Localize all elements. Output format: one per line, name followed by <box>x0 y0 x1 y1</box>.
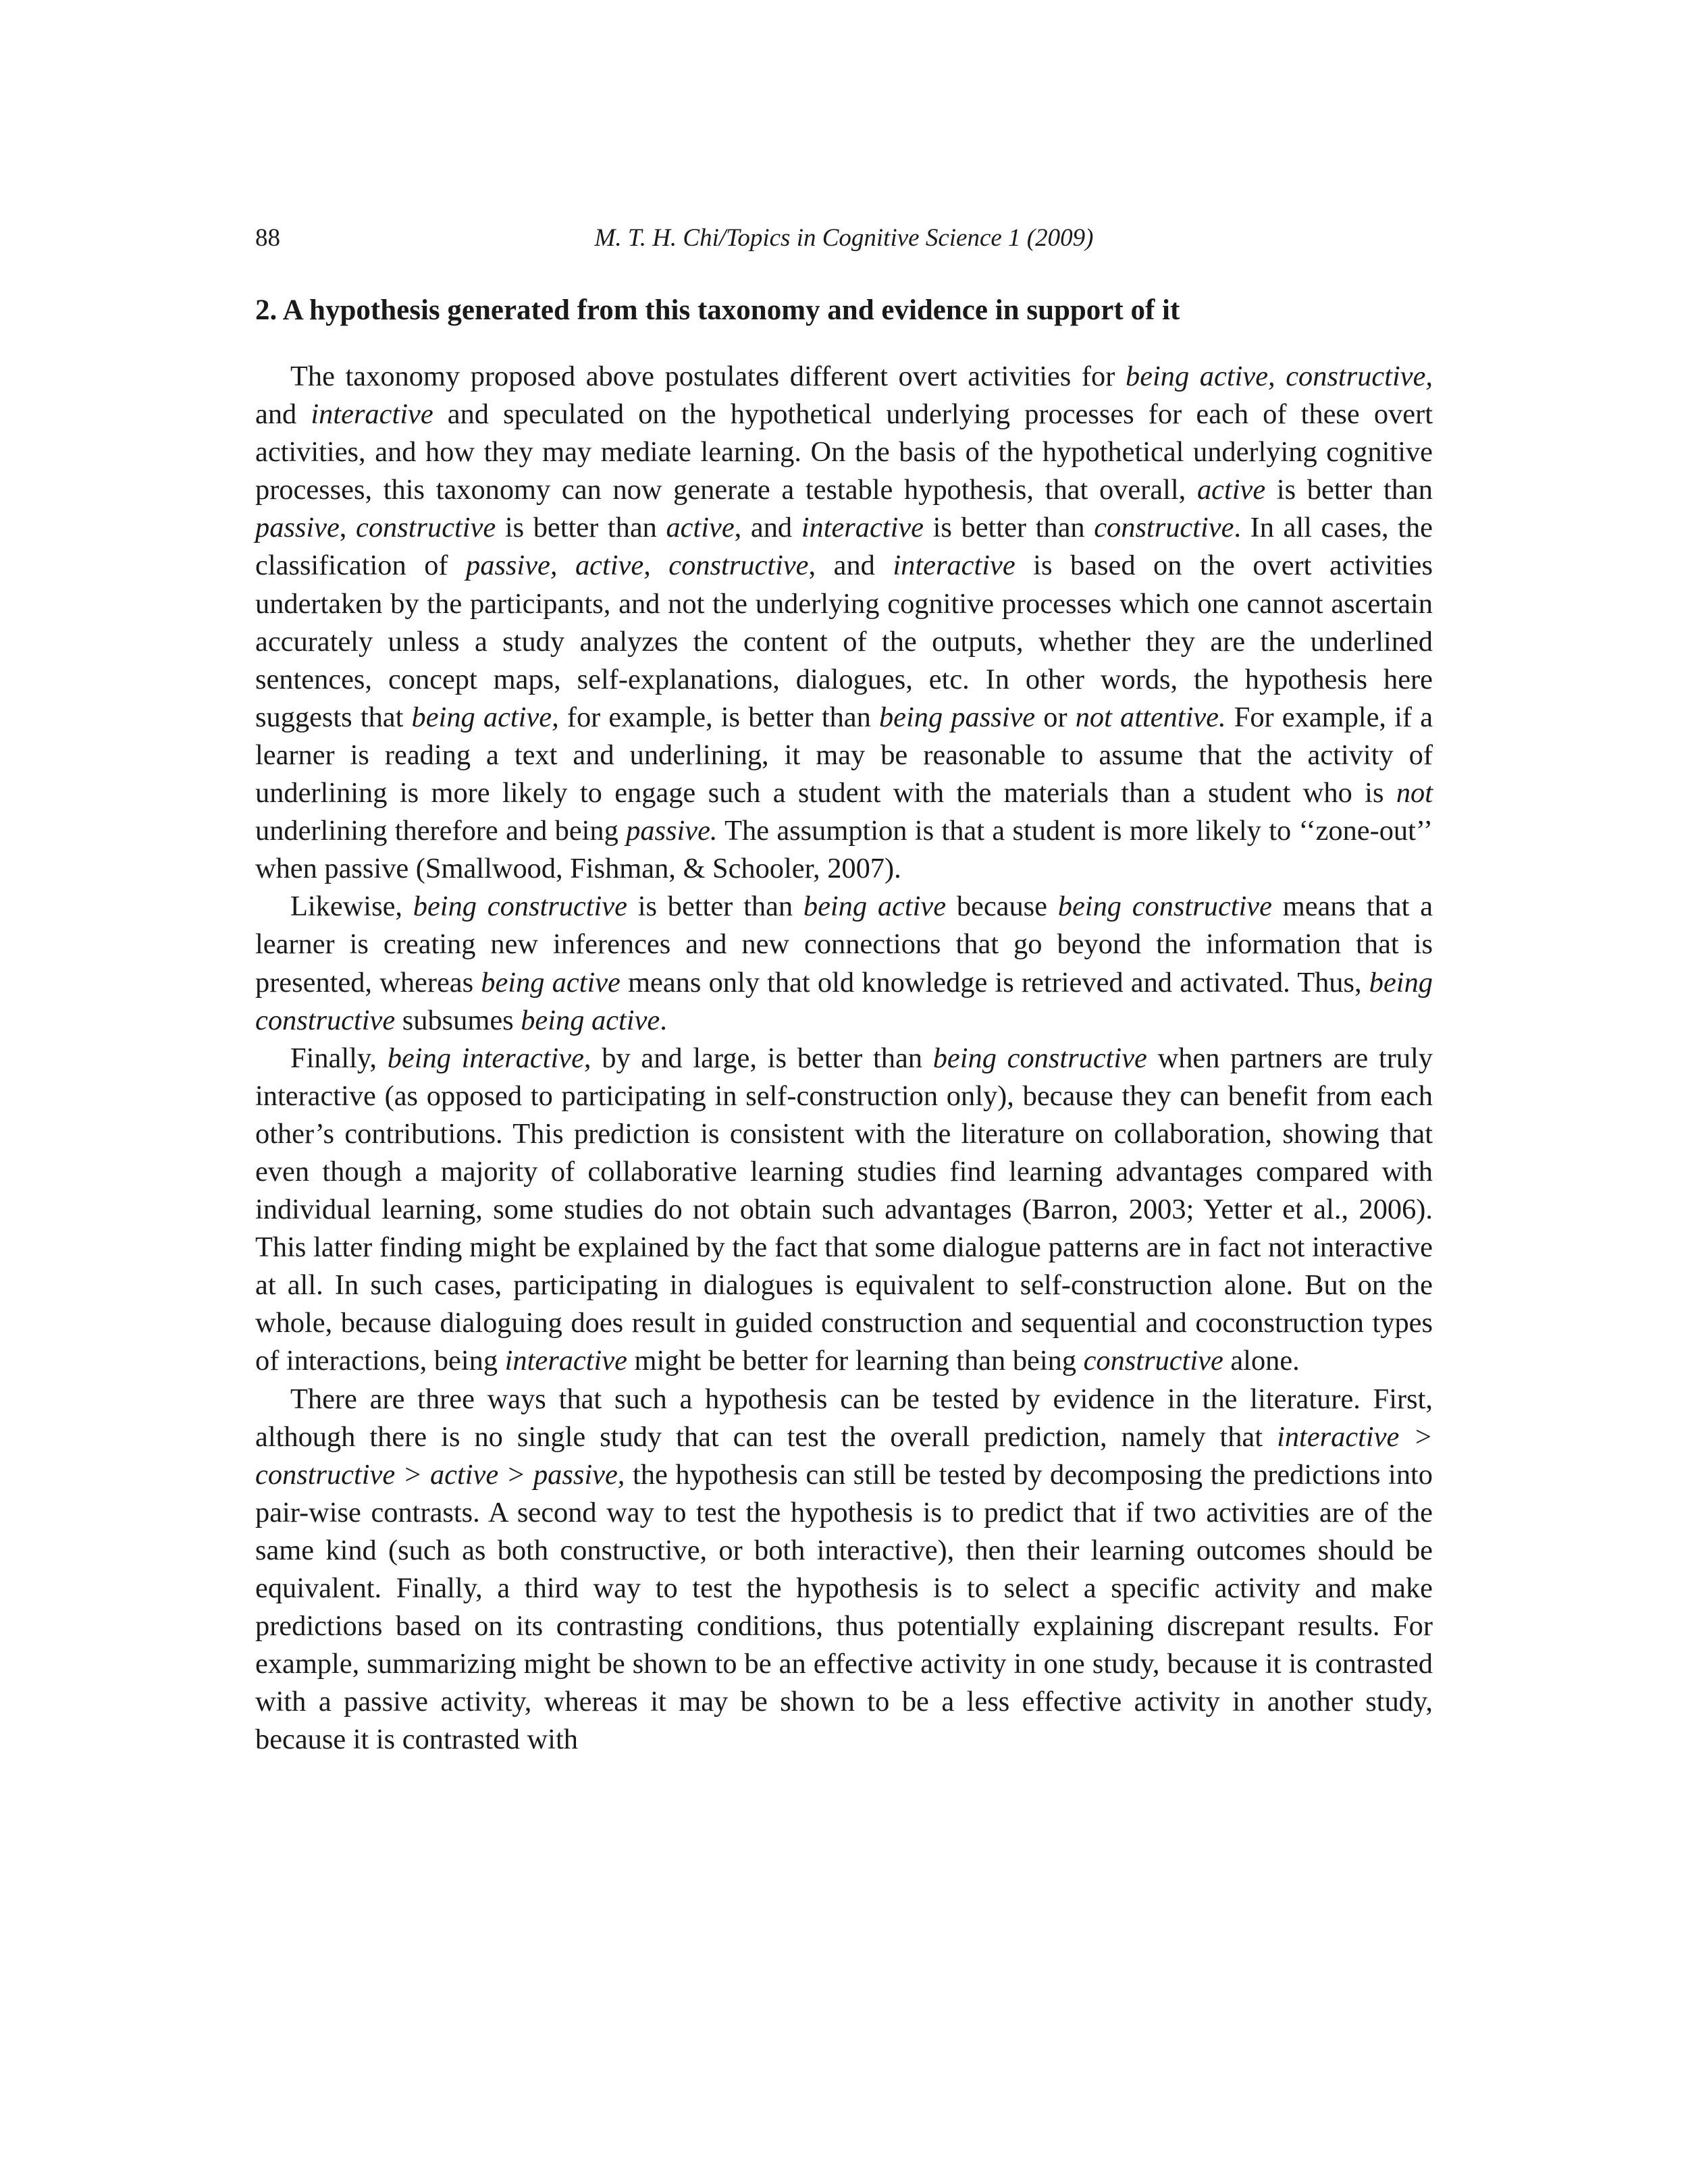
italic-text: passive <box>255 512 340 544</box>
text-run: is better than <box>923 512 1094 544</box>
text-run: . In all cases, the classification of <box>255 512 1433 582</box>
text-run: the hypothesis can still be tested by decomposing the predictions into pair-wise contrasts. A second way to test the hypothesis is to predict that if two activities are of the same kind (such as both constructive, or both interactive), then their learning outcomes should be equivalent. Finally, a third way to test the hypothesis is to select a specific activity and make predictions based on its contrasting conditions, thus potentially explaining discrepant results. For example, summarizing might be shown to be an effective activity in one study, because it is contrasted with a passive activity, whereas it may be shown to be a less effective activity in another study, because it is contrasted with <box>255 1458 1433 1756</box>
journal-header: M. T. H. Chi/Topics in Cognitive Science 1 (2009) <box>594 224 1094 252</box>
italic-text: constructive <box>356 512 496 544</box>
italic-text: interactive <box>311 398 433 431</box>
italic-text: being active <box>481 966 621 998</box>
text-run: , and <box>734 512 801 544</box>
italic-text: not attentive. <box>1075 701 1226 733</box>
text-run: There are three ways that such a hypothesis can be tested by evidence in the literature. First, although there is no single study that can test the overall prediction, namely that <box>255 1383 1433 1453</box>
italic-text: being constructive <box>255 966 1433 1036</box>
italic-text: not <box>1396 777 1433 809</box>
italic-text: active <box>666 512 735 544</box>
italic-text: passive, active, constructive <box>466 550 809 582</box>
text-run: might be better for learning than being <box>627 1345 1084 1377</box>
text-run: subsumes <box>395 1004 521 1036</box>
text-run: Likewise, <box>290 890 413 923</box>
text-run: means only that old knowledge is retrieved and activated. Thus, <box>620 966 1369 998</box>
body-text <box>255 358 1433 1759</box>
italic-text: constructive <box>1094 512 1234 544</box>
italic-text: being constructive <box>932 1042 1147 1074</box>
italic-text: being active <box>521 1004 660 1036</box>
text-run: Finally, <box>290 1042 388 1074</box>
text-run: , and <box>808 550 893 582</box>
text-run: is better than <box>627 890 803 923</box>
italic-text: being active, <box>411 701 559 733</box>
paragraph <box>255 1040 1433 1381</box>
text-run: . <box>660 1004 667 1036</box>
italic-text: interactive <box>504 1345 627 1377</box>
text-run: is based on the overt activities undertaken by the participants, and not the underlying cognitive processes which one cannot ascertain accurately unless a study analyzes the content of the outputs, whether they are the underlined sentences, concept maps, self-explanations, dialogues, etc. In other words, the hypothesis here suggests that <box>255 550 1433 733</box>
italic-text: being constructive <box>413 890 627 923</box>
text-run: underlining therefore and being <box>255 815 627 847</box>
paragraph <box>255 888 1433 1039</box>
italic-text: interactive > constructive > active > passive, <box>255 1420 1433 1491</box>
text-run: means that a learner is creating new inferences and new connections that go beyond the information that is presented, whereas <box>255 890 1433 998</box>
text-run: , <box>339 512 357 544</box>
italic-text: being active, constructive, <box>1126 361 1433 392</box>
text-run: , by and large, is better than <box>583 1042 933 1074</box>
text-run: and speculated on the hypothetical underlying processes for each of these overt activities, and how they may mediate learning. On the basis of the hypothetical underlying cognitive processes, this taxonomy can now generate a testable hypothesis, that overall, <box>255 398 1433 506</box>
text-run: The assumption is that a student is more likely to ‘‘zone-out’’ when passive (Smallwood, Fishman, & Schooler, 2007). <box>255 815 1433 885</box>
text-run: alone. <box>1223 1345 1300 1377</box>
text-run: is better than <box>496 512 666 544</box>
page-number: 88 <box>255 224 280 252</box>
text-run: and <box>255 398 311 431</box>
italic-text: being passive <box>878 701 1036 733</box>
italic-text: passive. <box>626 815 718 847</box>
italic-text: constructive <box>1083 1345 1223 1377</box>
paragraph <box>255 1381 1433 1759</box>
text-run: is better than <box>1265 474 1433 506</box>
italic-text: interactive <box>801 512 924 544</box>
text-run: because <box>946 890 1058 923</box>
paragraph <box>255 358 1433 888</box>
text-run: The taxonomy proposed above postulates different overt activities for <box>290 361 1126 392</box>
text-run: when partners are truly interactive (as opposed to participating in self-construction only), because they can benefit from each other’s contributions. This prediction is consistent with the literature on collaboration, showing that even though a majority of collaborative learning studies find learning advantages compared with individual learning, some studies do not obtain such advantages (Barron, 2003; Yetter et al., 2006). This latter finding might be explained by the fact that some dialogue patterns are in fact not interactive at all. In such cases, participating in dialogues is equivalent to self-construction alone. But on the whole, because dialoguing does result in guided construction and sequential and coconstruction types of interactions, being <box>255 1042 1433 1377</box>
italic-text: being interactive <box>387 1042 584 1074</box>
text-run: or <box>1035 701 1076 733</box>
italic-text: being active <box>803 890 947 923</box>
section-heading: 2. A hypothesis generated from this taxonomy and evidence in support of it <box>255 294 1180 326</box>
text-run: For example, if a learner is reading a text and underlining, it may be reasonable to assume that the activity of underlining is more likely to engage such a student with the materials than a student who is <box>255 701 1433 809</box>
italic-text: being constructive <box>1057 890 1272 923</box>
text-run: for example, is better than <box>558 701 879 733</box>
italic-text: interactive <box>893 550 1016 582</box>
italic-text: active <box>1196 474 1266 506</box>
